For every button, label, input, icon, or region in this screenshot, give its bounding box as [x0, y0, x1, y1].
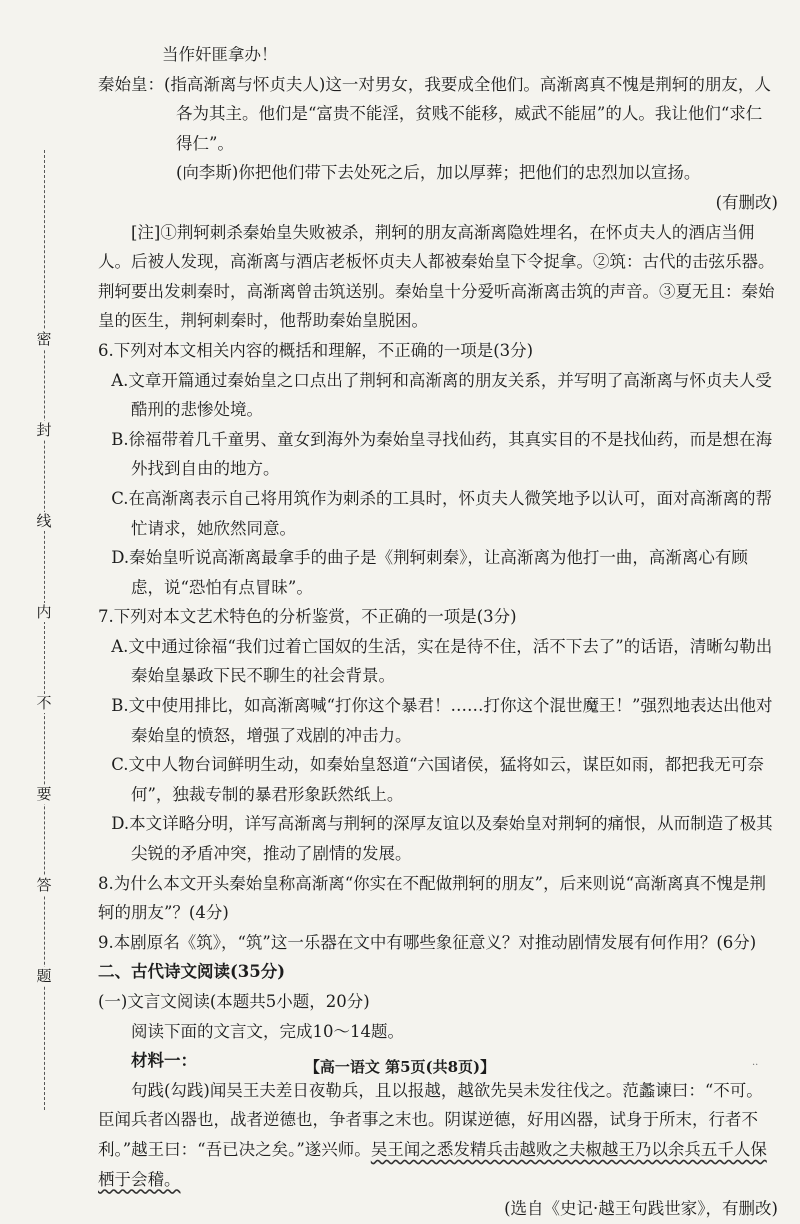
underlined-sentence: 吴王闻之悉发精兵击越败之夫椒越王乃以余兵五千人保栖于会稽。	[98, 1139, 767, 1189]
question-7-option-c: C.文中人物台词鲜明生动，如秦始皇怒道“六国诸侯，猛将如云，谋臣如雨，都把我无可奈何”，独裁专制的暴君形象跃然纸上。	[111, 755, 764, 804]
source-note: (有删改)	[715, 192, 778, 212]
binding-char: 要	[36, 785, 52, 803]
subsection-heading: (一)文言文阅读(本题共5小题，20分)	[98, 992, 370, 1011]
binding-char: 线	[36, 512, 52, 530]
classical-passage-text: 句践(勾践)闻吴王夫差日夜勒兵，且以报越，越欲先吴未发往伐之。范蠡谏曰：“不可。臣闻兵者凶器也，战者逆德也，争者事之末也。阴谋逆德，好用凶器，试身于所末，行者不利。”越王曰：“吾已决之矣。”遂兴师。	[98, 1080, 763, 1159]
question-7-option-d: D.本文详略分明，详写高渐离与荆轲的深厚友谊以及秦始皇对荆轲的痛恨，从而制造了极其尖锐的矛盾冲突，推动了剧情的发展。	[111, 814, 773, 864]
question-7-option-b: B.文中使用排比，如高渐离喊“打你这个暴君！……打你这个混世魔王！”强烈地表达出他对秦始皇的愤怒，增强了戏剧的冲击力。	[111, 696, 773, 745]
binding-char: 不	[36, 694, 52, 712]
binding-char: 答	[36, 876, 52, 894]
section-heading: 二、古代诗文阅读(35分)	[98, 962, 286, 982]
question-9: 9.本剧原名《筑》，“筑”这一乐器在文中有哪些象征意义？对推动剧情发展有何作用？(6分)	[98, 932, 757, 952]
main-content	[98, 40, 778, 1224]
instruction-text: 阅读下面的文言文，完成10～14题。	[131, 1021, 404, 1041]
binding-char: 密	[36, 330, 52, 348]
dialogue-line-qin: 秦始皇：(指高渐离与怀贞夫人)这一对男女，我要成全他们。高渐离真不愧是荆轲的朋友，人各为其主。他们是“富贵不能淫，贫贱不能移，威武不能屈”的人。我让他们“求仁得仁”。	[98, 74, 771, 153]
stage-direction-line: (向李斯)你把他们带下去处死之后，加以厚葬；把他们的忠烈加以宣扬。	[176, 163, 701, 183]
question-7-stem: 7.下列对本文艺术特色的分析鉴赏，不正确的一项是(3分)	[98, 607, 517, 627]
question-6-option-d: D.秦始皇听说高渐离最拿手的曲子是《荆轲刺秦》，让高渐离为他打一曲，高渐离心有顾虑，说“恐怕有点冒昧”。	[111, 548, 748, 597]
question-8: 8.为什么本文开头秦始皇称高渐离“你实在不配做荆轲的朋友”，后来则说“高渐离真不愧是荆轲的朋友”？(4分)	[98, 873, 767, 923]
corner-mark: ··	[752, 1060, 759, 1071]
question-6-option-a: A.文章开篇通过秦始皇之口点出了荆轲和高渐离的朋友关系，并写明了高渐离与怀贞夫人受酷刑的悲惨处境。	[111, 370, 772, 420]
source-citation: (选自《史记·越王句践世家》，有删改)	[504, 1199, 778, 1219]
question-6-option-c: C.在高渐离表示自己将用筑作为刺杀的工具时，怀贞夫人微笑地予以认可，面对高渐离的帮忙请求，她欣然同意。	[111, 488, 772, 538]
material-label: 材料一：	[131, 1051, 197, 1071]
question-6-stem: 6.下列对本文相关内容的概括和理解，不正确的一项是(3分)	[98, 340, 534, 360]
question-6-option-b: B.徐福带着几千童男、童女到海外为秦始皇寻找仙药，其真实目的不是找仙药，而是想在海外找到自由的地方。	[111, 429, 773, 479]
annotation-note: [注]①荆轲刺杀秦始皇失败被杀，荆轲的朋友高渐离隐姓埋名，在怀贞夫人的酒店当佣人。后被人发现，高渐离与酒店老板怀贞夫人都被秦始皇下令捉拿。②筑：古代的击弦乐器。荆轲要出发刺秦时，高渐离曾击筑送别。秦始皇十分爱听高渐离击筑的声音。③夏无且：秦始皇的医生，荆轲刺秦时，他帮助秦始皇脱困。	[98, 222, 775, 331]
binding-margin-text	[26, 330, 62, 986]
binding-char: 封	[36, 421, 52, 439]
classical-passage	[98, 1076, 778, 1194]
binding-char: 内	[36, 603, 52, 621]
dialogue-line: 当作奸匪拿办！	[162, 45, 278, 64]
binding-char: 题	[36, 967, 52, 985]
question-7-option-a: A.文中通过徐福“我们过着亡国奴的生活，实在是待不住，活不下去了”的话语，清晰勾勒出秦始皇暴政下民不聊生的社会背景。	[111, 636, 773, 686]
page-footer: 【高一语文 第5页(共8页)】	[304, 1058, 496, 1076]
